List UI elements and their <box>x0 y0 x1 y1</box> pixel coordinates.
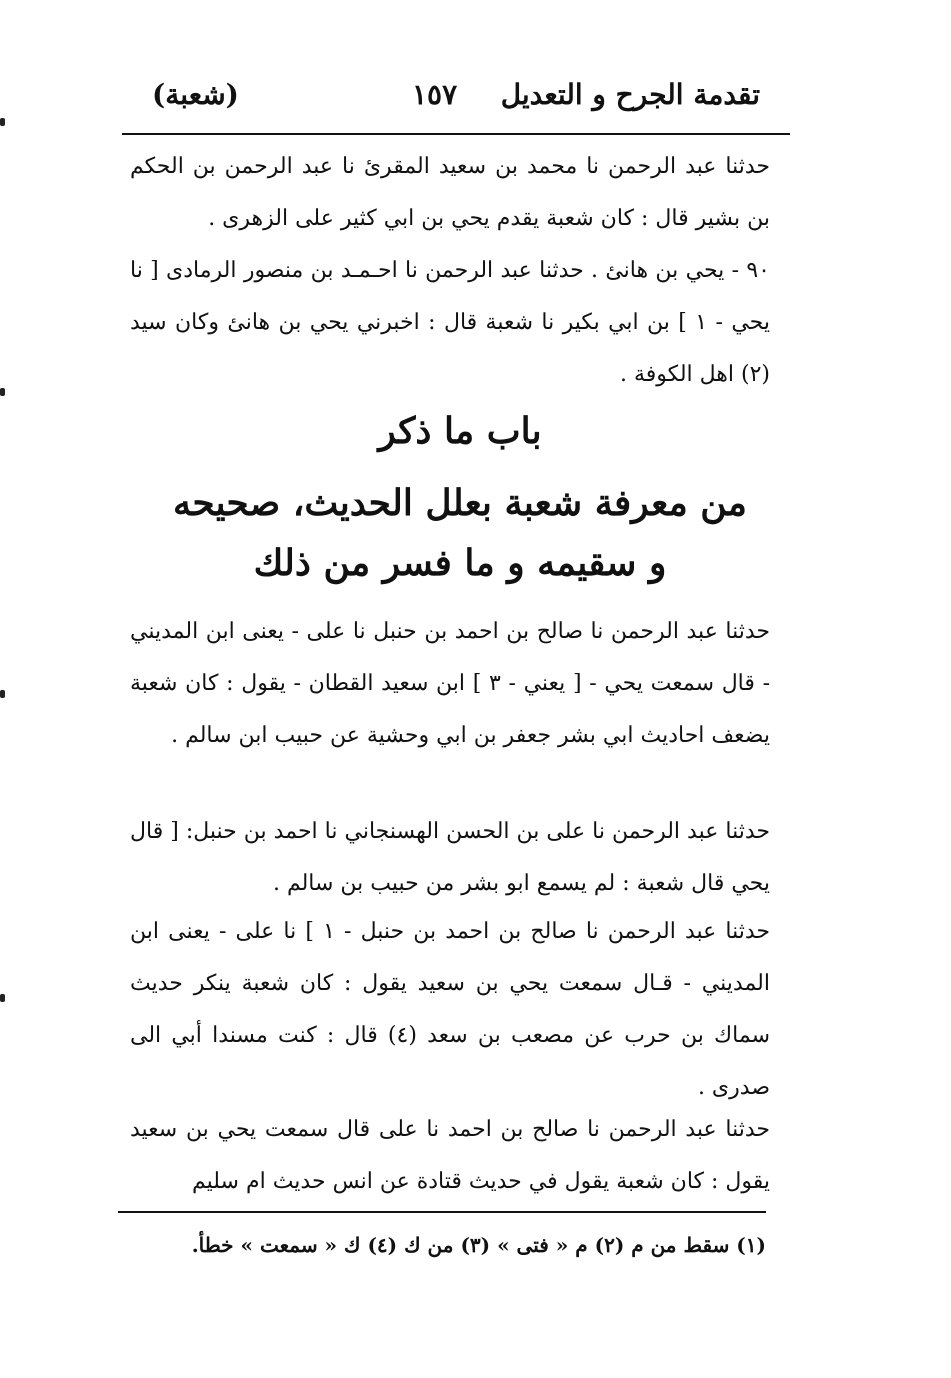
page-header <box>122 78 790 124</box>
section-name: (شعبة) <box>152 78 239 111</box>
paragraph-1: حدثنا عبد الرحمن نا صالح بن احمد بن حنبل نا على - يعنى ابن المديني - قال سمعت يحي - [ يعني - ٣ ] ابن سعيد القطان - يقول : كان شعبة يضعف احاديث ابي بشر جعفر بن ابي وحشية عن حبيب ابن سالم . <box>130 619 770 748</box>
paragraph-2: حدثنا عبد الرحمن نا على بن الحسن الهسنجاني نا احمد بن حنبل: [ قال يحي قال شعبة : لم يسمع ابو بشر من حبيب بن سالم . <box>130 819 770 896</box>
paragraph-intro-1: حدثنا عبد الرحمن نا محمد بن سعيد المقرئ نا عبد الرحمن بن الحكم بن بشير قال : كان شعبة يقدم يحي بن ابي كثير على الزهرى . <box>130 154 770 231</box>
chapter-heading-line-3: و سقيمه و ما فسر من ذلك <box>253 542 667 584</box>
scan-mark <box>0 118 5 126</box>
footnote-rule <box>118 1211 766 1213</box>
paragraph-entry-90: ٩٠ - يحي بن هانئ . حدثنا عبد الرحمن نا احـمـد بن منصور الرمادى [ نا يحي - ١ ] بن ابي بكير نا شعبة قال : اخبرني يحي بن هانئ وكان سيد (٢) اهل الكوفة . <box>130 258 770 387</box>
page-number: ١٥٧ <box>412 78 458 111</box>
footnotes: (١) سقط من م (٢) م « فتى » (٣) من ك (٤) ك « سمعت » خطأ. <box>191 1233 766 1257</box>
header-rule <box>122 133 790 135</box>
scan-mark <box>0 994 5 1002</box>
chapter-heading-line-1: باب ما ذكر <box>378 410 542 452</box>
scan-mark <box>0 388 5 396</box>
paragraph-3: حدثنا عبد الرحمن نا صالح بن احمد بن حنبل - ١ ] نا على - يعنى ابن المديني - قـال سمعت يحي بن سعيد يقول : كان شعبة ينكر حديث سماك بن حرب عن مصعب بن سعد (٤) قال : كنت مسندا أبي الى صدرى . <box>130 919 771 1100</box>
running-title: تقدمة الجرح و التعديل <box>500 78 760 111</box>
paragraph-4: حدثنا عبد الرحمن نا صالح بن احمد نا على قال سمعت يحي بن سعيد يقول : كان شعبة يقول في حديث قتادة عن انس حديث ام سليم <box>130 1117 770 1194</box>
chapter-heading-line-2: من معرفة شعبة بعلل الحديث، صحيحه <box>173 482 747 524</box>
scan-mark <box>0 690 5 698</box>
